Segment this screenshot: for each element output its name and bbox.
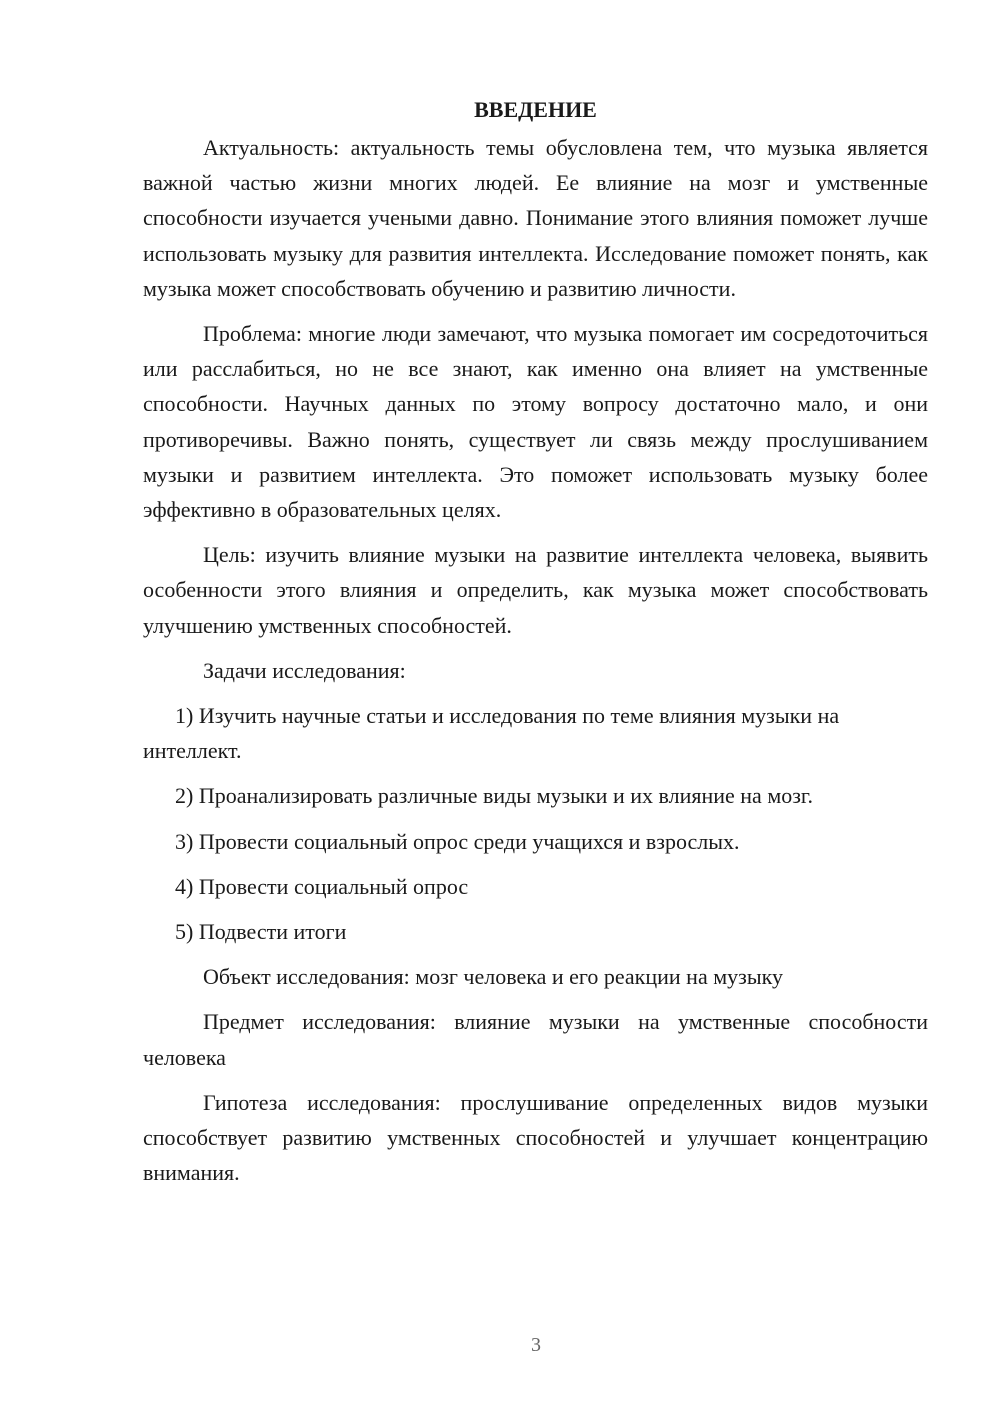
task-item: 5) Подвести итоги bbox=[175, 919, 347, 945]
tasks-heading: Задачи исследования: bbox=[203, 657, 406, 683]
task-item: 2) Проанализировать различные виды музыки и их влияние на мозг. bbox=[175, 783, 813, 809]
relevance-paragraph: Актуальность: актуальность темы обусловлена тем, что музыка является важной частью жизни многих людей. Ее влияние на мозг и умственные способности изучается учеными давно. Понимание этого влияния поможет лучше использовать музыку для развития интеллекта. Исследование поможет понять, как музыка может способствовать обучению и развитию личности. bbox=[143, 135, 928, 301]
subject-paragraph: Предмет исследования: влияние музыки на умственные способности человека bbox=[143, 1009, 928, 1070]
task-item: 4) Провести социальный опрос bbox=[175, 873, 469, 899]
problem-paragraph: Проблема: многие люди замечают, что музыка помогает им сосредоточиться или расслабиться, но не все знают, как именно она влияет на умственные способности. Научных данных по этому вопросу достаточно мало, и они противоречивы. Важно понять, существует ли связь между прослушиванием музыки и развитием интеллекта. Это поможет использовать музыку более эффективно в образовательных целях. bbox=[143, 321, 928, 523]
document-page bbox=[143, 92, 928, 1200]
goal-paragraph: Цель: изучить влияние музыки на развитие интеллекта человека, выявить особенности этого влияния и определить, как музыка может способствовать улучшению умственных способностей. bbox=[143, 542, 928, 638]
page-number: 3 bbox=[531, 1334, 541, 1356]
task-item: 3) Провести социальный опрос среди учащихся и взрослых. bbox=[175, 828, 740, 854]
object-paragraph: Объект исследования: мозг человека и его реакции на музыку bbox=[203, 964, 783, 990]
page-title: ВВЕДЕНИЕ bbox=[474, 97, 597, 122]
task-item: 1) Изучить научные статьи и исследования по теме влияния музыки на интеллект. bbox=[143, 703, 840, 764]
hypothesis-paragraph: Гипотеза исследования: прослушивание определенных видов музыки способствует развитию умственных способностей и улучшает концентрацию внимания. bbox=[143, 1089, 928, 1186]
